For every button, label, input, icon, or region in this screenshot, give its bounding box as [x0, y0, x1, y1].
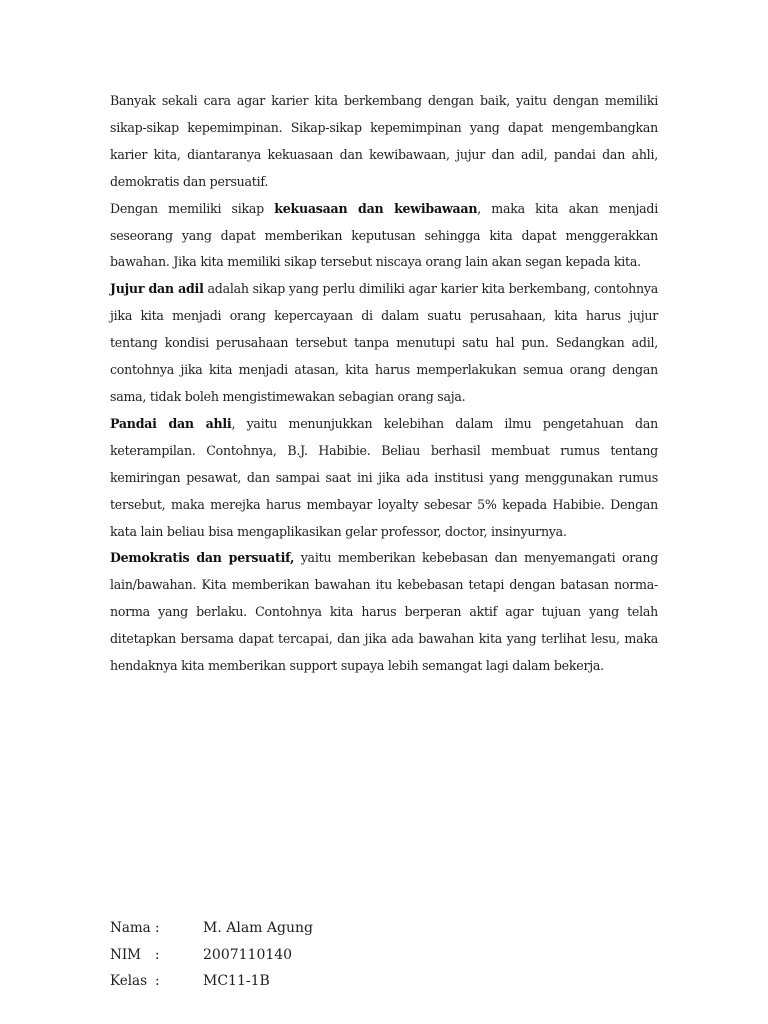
- pandai-paragraph: [110, 411, 658, 546]
- nim-label: NIM: [110, 946, 141, 963]
- name-label: Nama: [110, 920, 151, 936]
- demokratis-paragraph: [110, 545, 658, 680]
- demokratis-term: Demokratis dan persuatif,: [110, 550, 295, 566]
- demokratis-text: yaitu memberikan kebebasan dan menyemangati orang lain/bawahan. Kita memberikan bawahan itu kebebasan tetapi dengan batasan norma-norma yang berlaku. Contohnya kita harus berperan aktif agar tujuan yang telah ditetapkan bersama dapat tercapai, dan jika ada bawahan kita yang terlihat lesu, maka hendaknya kita memberikan support supaya lebih semangat lagi dalam bekerja.: [110, 550, 658, 674]
- jujur-term: Jujur dan adil: [110, 281, 204, 297]
- class-value: MC11-1B: [203, 973, 270, 990]
- pandai-term: Pandai dan ahli: [110, 415, 232, 431]
- essay-body: [110, 88, 658, 680]
- kekuasaan-lead: Dengan memiliki sikap: [110, 200, 275, 216]
- nim-value: 2007110140: [203, 946, 293, 963]
- nim-row: [110, 942, 313, 969]
- intro-paragraph: Banyak sekali cara agar karier kita berkembang dengan baik, yaitu dengan memiliki sikap-sikap kepemimpinan. Sikap-sikap kepemimpinan yang dapat mengembangkan karier kita, diantaranya kekuasaan dan kewibawaan, jujur dan adil, pandai dan ahli, demokratis dan persuatif.: [110, 93, 658, 189]
- student-identity: [110, 915, 313, 995]
- name-row: [110, 915, 313, 942]
- kekuasaan-paragraph: [110, 196, 658, 277]
- jujur-text: adalah sikap yang perlu dimiliki agar karier kita berkembang, contohnya jika kita menjadi orang kepercayaan di dalam suatu perusahaan, kita harus jujur tentang kondisi perusahaan tersebut tanpa menutupi satu hal pun. Sedangkan adil, contohnya jika kita menjadi atasan, kita harus memperlakukan semua orang dengan sama, tidak boleh mengistimewakan sebagian orang saja.: [110, 281, 658, 404]
- class-row: [110, 968, 313, 995]
- class-colon: :: [155, 973, 160, 990]
- kekuasaan-text: , maka kita akan menjadi seseorang yang dapat memberikan keputusan sehingga kita dapat menggerakkan bawahan. Jika kita memiliki sikap tersebut niscaya orang lain akan segan kepada kita.: [110, 200, 659, 270]
- name-value: M. Alam Agung: [203, 920, 313, 936]
- nim-colon: :: [155, 946, 160, 963]
- class-label: Kelas: [110, 973, 148, 990]
- kekuasaan-term: kekuasaan dan kewibawaan: [274, 200, 478, 216]
- jujur-paragraph: [110, 276, 658, 411]
- pandai-text: , yaitu menunjukkan kelebihan dalam ilmu pengetahuan dan keterampilan. Contohnya, B.J. Habibie. Beliau berhasil membuat rumus tentang kemiringan pesawat, dan sampai saat ini jika ada institusi yang menggunakan rumus tersebut, maka merejka harus membayar loyalty sebesar 5% kepada Habibie. Dengan kata lain beliau bisa mengaplikasikan gelar professor, doctor, insinyurnya.: [110, 415, 658, 539]
- name-colon: :: [155, 920, 160, 936]
